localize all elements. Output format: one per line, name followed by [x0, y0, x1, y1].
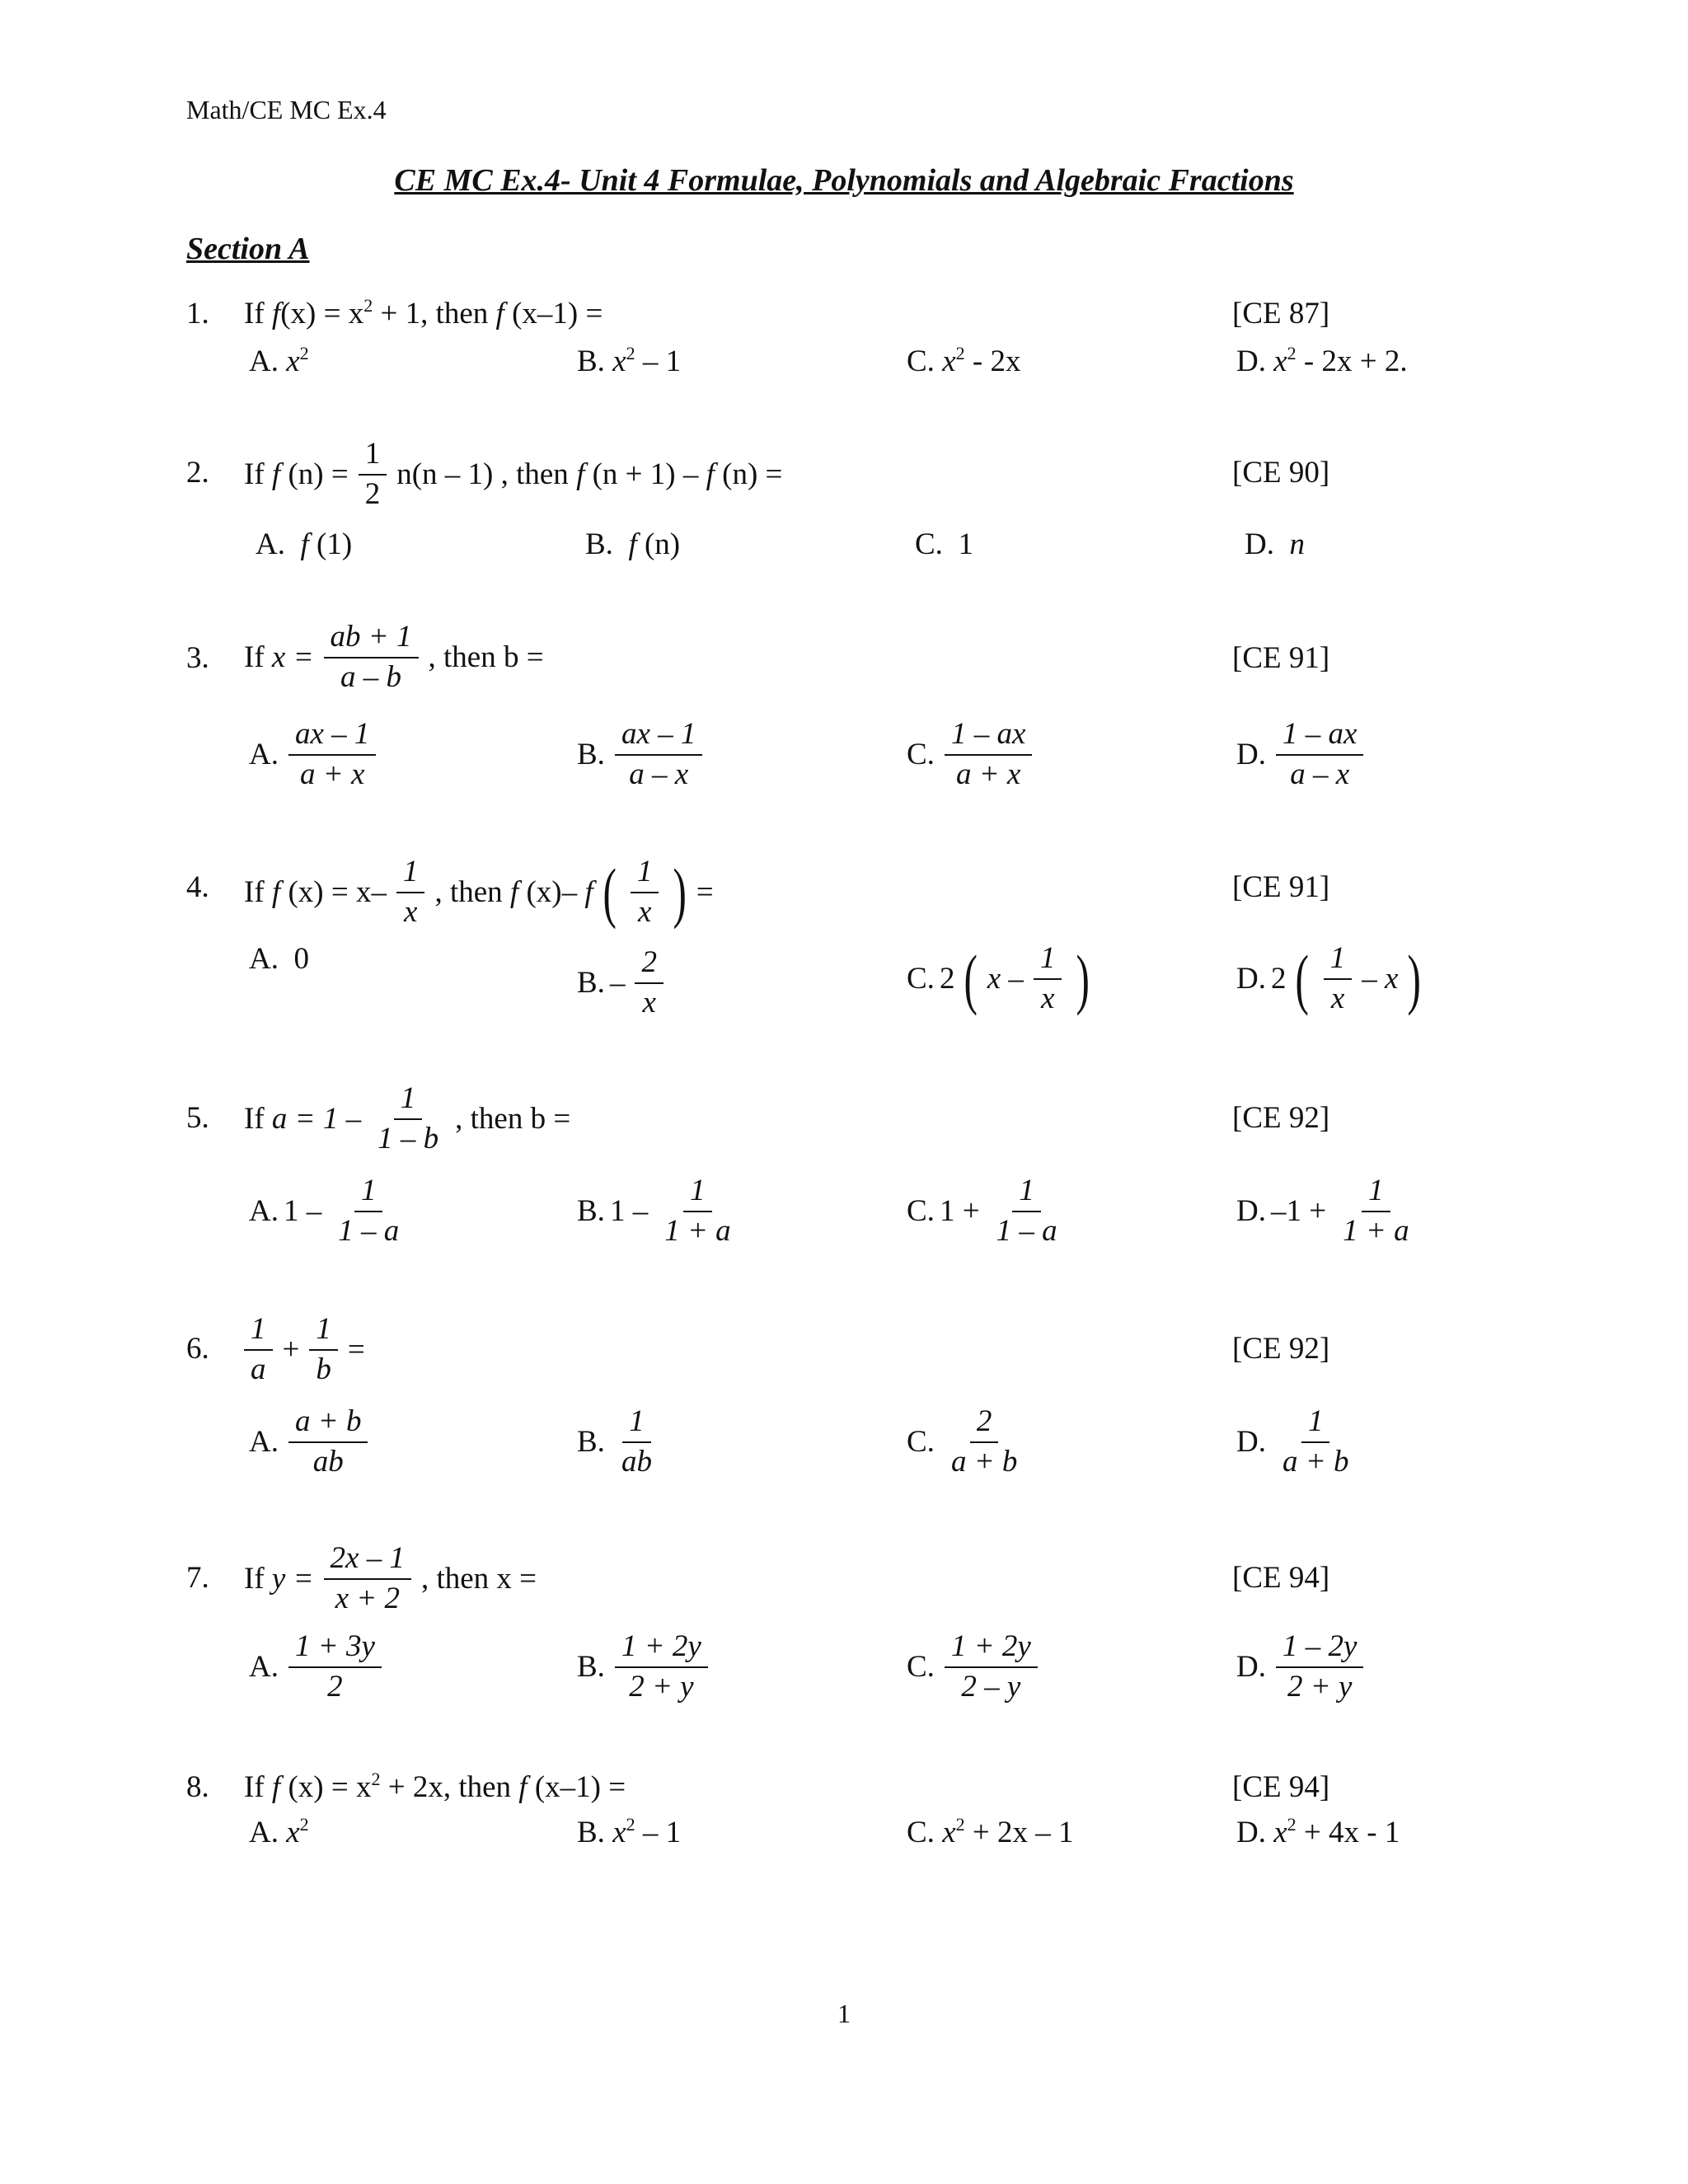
option-d: D. $x^2 - 2x + 2$. [1236, 343, 1408, 378]
question-stem: If f $(x) = x^2 + 2x$, then f (x–1) = [244, 1769, 626, 1804]
option-d: D. 2 ( $\frac{1}{x}$ – x ) [1236, 940, 1422, 1016]
question-number: 4. [186, 870, 209, 904]
option-b: B. 1 – $\frac{1}{1 + a}$ [577, 1174, 731, 1248]
option-a: A. $x^2$ [249, 1814, 309, 1849]
question-number: 1. [186, 297, 209, 330]
question-source: [CE 92] [1232, 1332, 1330, 1366]
option-a: A. 0 [249, 942, 309, 976]
question-source: [CE 90] [1232, 456, 1330, 490]
option-c: C. $x^2 + 2x - 1$ [907, 1814, 1074, 1849]
question-number: 6. [186, 1332, 209, 1366]
option-c: C. 1 [915, 527, 973, 561]
question-number: 5. [186, 1101, 209, 1135]
option-d: D. $x^2 + 4x - 1$ [1236, 1814, 1400, 1849]
option-d: D. n [1245, 527, 1305, 561]
option-a: A. $x^2$ [249, 343, 309, 378]
option-c: C. 2 ( x – $\frac{1}{x}$ ) [907, 940, 1090, 1016]
option-c: C. $\frac{2}{a + b}$ [907, 1404, 1018, 1479]
question-stem: If f (x) = x– $\frac{1}{x}$ , then f (x)– f ( $\frac{1}{x}$ ) = [244, 854, 714, 930]
question-stem: If y = $\frac{2x - 1}{x + 2}$ , then x = [244, 1541, 537, 1615]
option-d: D. –1 + $\frac{1}{1 + a}$ [1236, 1174, 1409, 1248]
option-b: B. $\frac{ax - 1}{a - x}$ [577, 715, 707, 794]
option-d: D. $\frac{1}{a + b}$ [1236, 1404, 1349, 1479]
question-stem: $\frac{1}{a}$ + $\frac{1}{b}$ = [239, 1310, 365, 1389]
option-c: C. $\frac{1 + 2y}{2 - y}$ [907, 1628, 1043, 1706]
option-b: B. – $\frac{2}{x}$ [577, 944, 668, 1022]
question-number: 2. [186, 456, 209, 490]
page-header: Math/CE MC Ex.4 [186, 95, 387, 124]
question-source: [CE 94] [1232, 1770, 1330, 1804]
question-number: 3. [186, 641, 209, 675]
question-number: 8. [186, 1770, 209, 1804]
option-a: A. f (1) [256, 527, 353, 561]
question-number: 7. [186, 1561, 209, 1595]
option-c: C. $x^2 - 2x$ [907, 343, 1021, 378]
question-stem: If a = 1 – $\frac{1}{1 - b}$ , then b = [244, 1081, 571, 1155]
question-source: [CE 91] [1232, 870, 1330, 904]
option-b: B. f (n) [585, 527, 681, 561]
question-source: [CE 87] [1232, 297, 1330, 330]
option-b: B. $\frac{1}{ab}$ [577, 1404, 652, 1479]
question-stem: If $f(x) = x^2 + 1$, then f (x–1) = [244, 295, 603, 330]
option-c: C. 1 + $\frac{1}{1 - a}$ [907, 1174, 1057, 1248]
option-a: A. 1 – $\frac{1}{1 - a}$ [249, 1174, 400, 1248]
question-source: [CE 94] [1232, 1561, 1330, 1595]
question-stem: If f (n) = $\frac{1}{2}$ n(n – 1) , then f (n + 1) – f (n) = [244, 437, 783, 511]
question-stem: If x = $\frac{ab + 1}{a - b}$ , then b = [244, 620, 544, 694]
option-c: C. $\frac{1 - ax}{a + x}$ [907, 715, 1037, 794]
option-a: A. $\frac{ax - 1}{a + x}$ [249, 715, 381, 794]
page-title: CE MC Ex.4- Unit 4 Formulae, Polynomials and Algebraic Fractions [394, 163, 1294, 198]
option-b: B. $\frac{1 + 2y}{2 + y}$ [577, 1628, 713, 1706]
option-d: D. $\frac{1 - 2y}{2 + y}$ [1236, 1628, 1368, 1706]
question-source: [CE 92] [1232, 1101, 1330, 1135]
option-b: B. $x^2 - 1$ [577, 343, 682, 378]
question-source: [CE 91] [1232, 641, 1330, 675]
option-d: D. $\frac{1 - ax}{a - x}$ [1236, 715, 1368, 794]
option-a: A. $\frac{a + b}{ab}$ [249, 1403, 373, 1481]
page-number: 1 [837, 1999, 851, 2028]
option-b: B. $x^2 - 1$ [577, 1814, 682, 1849]
option-a: A. $\frac{1 + 3y}{2}$ [249, 1628, 387, 1706]
section-heading: Section A [186, 232, 310, 266]
